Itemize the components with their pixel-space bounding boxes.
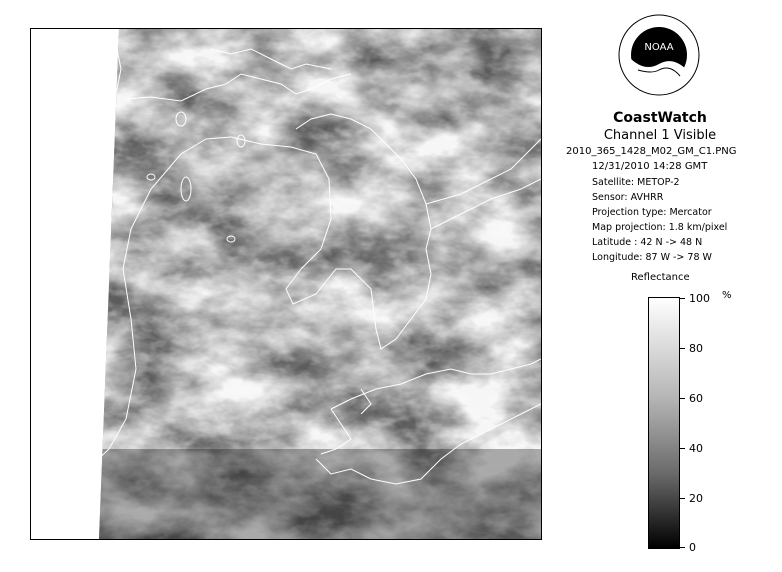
colorbar-tick [680, 348, 685, 349]
datetime-label: 12/31/2010 14:28 GMT [592, 161, 708, 172]
colorbar [648, 297, 680, 549]
satellite-map [30, 28, 542, 540]
noaa-logo-icon [618, 14, 700, 96]
map-projection-label: Map projection: 1.8 km/pixel [592, 222, 728, 233]
colorbar-tick [680, 298, 685, 299]
logo-text: NOAA [644, 42, 674, 53]
satellite-label: Satellite: METOP-2 [592, 177, 680, 188]
colorbar-tick [680, 498, 685, 499]
colorbar-tick-label: 0 [689, 541, 696, 554]
satellite-imagery [31, 29, 541, 539]
map-svg [31, 29, 541, 539]
colorbar-tick [680, 547, 685, 548]
sensor-label: Sensor: AVHRR [592, 192, 664, 203]
filename-label: 2010_365_1428_M02_GM_C1.PNG [566, 146, 737, 157]
longitude-label: Longitude: 87 W -> 78 W [592, 252, 712, 263]
colorbar-tick-label: 80 [689, 342, 703, 355]
colorbar-tick-label: 40 [689, 442, 703, 455]
colorbar-label: Reflectance [631, 272, 690, 283]
colorbar-unit: % [722, 290, 732, 301]
colorbar-tick-label: 20 [689, 492, 703, 505]
colorbar-tick [680, 398, 685, 399]
channel-label: Channel 1 Visible [603, 128, 717, 143]
projection-type-label: Projection type: Mercator [592, 207, 712, 218]
colorbar-tick-label: 100 [689, 292, 710, 305]
latitude-label: Latitude : 42 N -> 48 N [592, 237, 703, 248]
colorbar-tick-label: 60 [689, 392, 703, 405]
colorbar-tick [680, 448, 685, 449]
product-title: CoastWatch [613, 110, 707, 126]
